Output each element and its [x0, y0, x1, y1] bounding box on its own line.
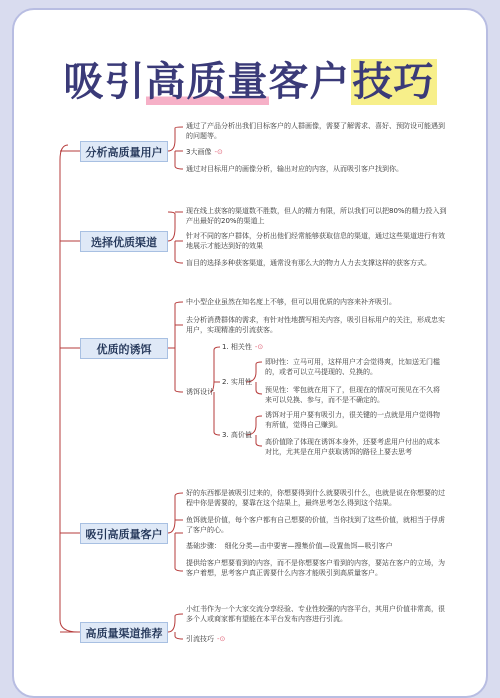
category-channel-recommend: 高质量渠道推荐 — [80, 622, 168, 643]
leaf-attract-4: 提供给客户想要看到的内容，而不是你想要客户看到的内容，要站在客户的立场，为客户着想，思考客户真正需要什么内容才能吸引到高质量客户。 — [186, 559, 445, 577]
leaf-attract-3: 基础步骤： 细化分类—击中要害—搜集价值—设置鱼饵—吸引客户 — [186, 542, 393, 550]
trunk-line — [60, 145, 78, 632]
title-part2: 高质量 — [145, 59, 269, 105]
leaf-recommend-2: 引流技巧 -⊙ — [186, 635, 226, 643]
leaf-attract-2: 鱼饵就是价值，每个客户都有自己想要的价值，当你找到了这些价值，就相当于俘虏了客户的心。 — [186, 516, 445, 534]
note-attraction: 诱饵对于用户要有吸引力，很关键的一点就是用户觉得物有所值，觉得自己赚到。 — [265, 411, 440, 429]
category-quality-bait: 优质的诱饵 — [80, 338, 168, 359]
link-icon: -⊙ — [254, 343, 264, 351]
note-foresight: 预见性：零包就在用下了，但现在的情况可预见在不久将来可以兑换、参与，而不是不确定的。 — [265, 386, 440, 404]
leaf-analyze-3: 通过对目标用户的画像分析，输出对应的内容，从而吸引客户找到你。 — [186, 165, 403, 173]
leaf-recommend-1: 小红书作为一个大家交流分享经验、专业性较强的内容平台，其用户价值非常高，很多个人或商家都有望能在本平台发布内容进行引流。 — [186, 605, 445, 623]
bait-practicality: 2. 实用性 — [222, 378, 252, 386]
category-analyze-users: 分析高质量用户 — [80, 141, 168, 162]
leaf-analyze-2: 3大画像 -⊙ — [186, 148, 223, 156]
leaf-channel-3: 盲目的选择多种获客渠道，通常没有那么大的物力人力去支撑这样的获客方式。 — [186, 259, 431, 267]
link-icon: -⊙ — [214, 148, 223, 156]
leaf-attract-1: 好的东西都是被吸引过来的，你想要得到什么就要吸引什么，也就是说在你想要的过程中你是需要的，要靠在这个结果上，最终思考怎么得到这个结果。 — [186, 489, 445, 507]
note-cost: 高价值除了体现在诱饵本身外，还要考虑用户付出的成本对比，尤其是在用户获取诱饵的路径上要去思考 — [265, 438, 440, 456]
leaf-channel-1: 现在线上获客的渠道数不胜数，但人的精力有限，所以我们可以把80%的精力投入到产出最好的20%的渠道上 — [186, 207, 447, 225]
title-part4: 技巧 — [352, 59, 435, 105]
title-part1: 吸引 — [63, 59, 146, 105]
bait-high-value: 3. 高价值 — [222, 431, 252, 439]
note-immediacy: 即时性：立马可用，这样用户才会觉得爽，比如送无门槛的，或者可以立马提现的、兑换的。 — [265, 358, 440, 376]
leaf-channel-2: 针对不同的客户群体，分析出他们经常能够获取信息的渠道，通过这些渠道进行有效地展示才能达到好的效果 — [186, 232, 445, 250]
leaf-analyze-1: 通过了产品分析出我们目标客户的人群画像，需要了解需求、喜好、预防设可能遇到的问题等。 — [186, 122, 445, 140]
category-attract-customers: 吸引高质量客户 — [80, 523, 168, 544]
leaf-bait-1: 中小型企业虽然在知名度上不够，但可以用优质的内容来补齐吸引。 — [186, 298, 396, 306]
leaf-bait-design: 诱饵设计 — [186, 388, 214, 396]
title-part3: 客户 — [268, 59, 351, 105]
category-choose-channels: 选择优质渠道 — [80, 231, 168, 252]
leaf-bait-2: 去分析消费群体的需求，有针对性地撰写相关内容，吸引目标用户的关注，形成忠实用户，实现精准的引流获客。 — [186, 316, 445, 334]
bait-relevance: 1. 相关性 -⊙ — [222, 343, 264, 351]
link-icon: -⊙ — [217, 635, 226, 643]
